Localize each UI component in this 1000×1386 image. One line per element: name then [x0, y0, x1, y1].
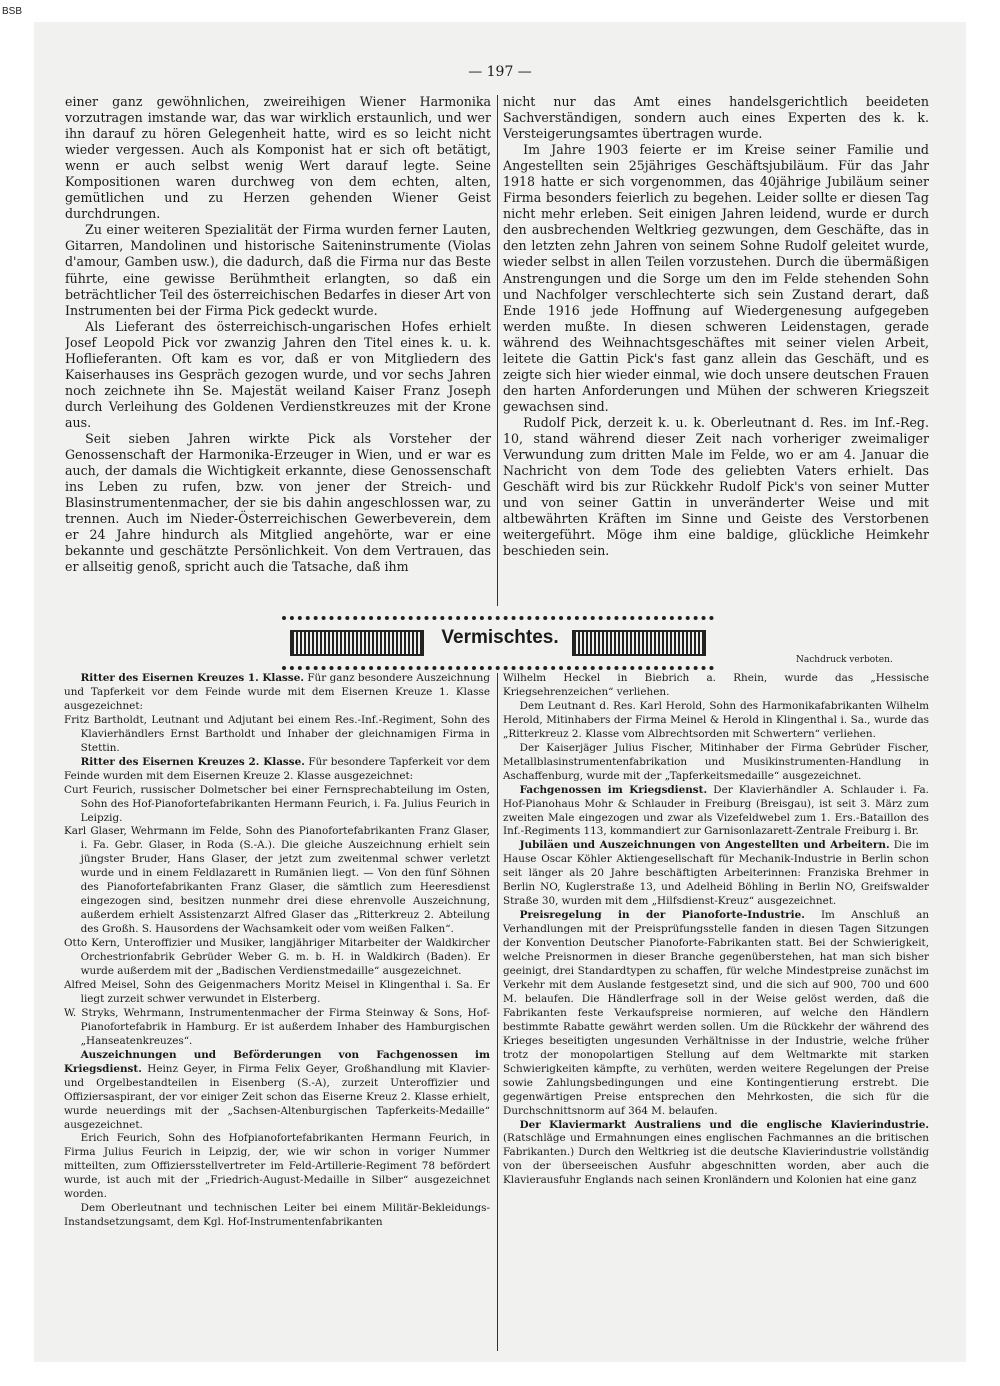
paragraph: [64, 714, 490, 756]
paragraph-heading: Preisregelung in der Pianoforte-Industrie.: [519, 909, 805, 922]
paragraph: [503, 700, 929, 742]
paragraph-text: Für ganz besondere Auszeichnung und Tapferkeit vor dem Feinde wurde mit dem Eisernen Kreuze 1. Klasse ausgezeichnet:: [64, 672, 490, 712]
paragraph-text: Als Lieferant des österreichisch-ungarischen Hofes erhielt Josef Leopold Pick vor zwanzig Jahren den Titel eines k. u. k. Hoflieferanten. Oft kam es vor, daß er von Mitgliedern des Kaiserhauses ins Gespräch gezogen wurde, und vor sechs Jahren noch zeichnete ihn Se. Majestät weiland Kaiser Franz Joseph durch Verleihung des Goldenen Verdienstkreuzes mit der Krone aus.: [65, 318, 491, 430]
paragraph-heading: Der Klaviermarkt Australiens und die englische Klavierindustrie.: [519, 1118, 929, 1131]
paragraph-text: Dem Oberleutnant und technischen Leiter bei einem Militär-Bekleidungs-Instandsetzungsamt, dem Kgl. Hof-Instrumentenfabrikanten: [64, 1202, 490, 1229]
paragraph: [64, 979, 490, 1007]
paragraph: [64, 784, 490, 826]
paragraph: [503, 94, 929, 142]
paragraph-text: W. Stryks, Wehrmann, Instrumentenmacher der Firma Steinway & Sons, Hof-Pianofortefabrik in Hamburg. Er ist außerdem Inhaber des Hamburgischen „Hanseatenkreuzes“.: [64, 1006, 490, 1047]
paragraph-text: Für besondere Tapferkeit vor dem Feinde wurden mit dem Eisernen Kreuze 2. Klasse ausgezeichnet:: [64, 755, 490, 782]
paragraph-text: Karl Glaser, Wehrmann im Felde, Sohn des Pianofortefabrikanten Franz Glaser, i. Fa. Gebr. Glaser, in Roda (S.-A.). Die gleiche Auszeichnung erhielt sein jüngster Bruder, Hans Glaser, der jetzt zum zweitenmal schwer verletzt wurde und in einem Feldlazarett in Rumänien liegt. — Von den fünf Söhnen des Pianofortefabrikanten Franz Glaser, die sämtlich zum Heeresdienst eingezogen sind, besitzen nunmehr drei diese ehrenvolle Auszeichnung, außerdem erhielt Assistenzarzt Alfred Glaser das „Ritterkreuz 2. Abteilung des Großh. S. Hausordens der Wachsamkeit oder vom weißen Falken“.: [64, 825, 490, 936]
page-number: — 197 —: [468, 64, 532, 80]
lower-right-column: [503, 672, 929, 1354]
paragraph: [503, 142, 929, 415]
paragraph-text: Curt Feurich, russischer Dolmetscher bei einer Fernsprechabteilung im Osten, Sohn des Hof-Pianofortefabrikanten Hermann Feurich, i. Fa. Julius Feurich in Leipzig.: [64, 783, 490, 824]
library-stamp: BSB: [2, 6, 23, 17]
paragraph-heading: Fachgenossen im Kriegsdienst.: [519, 783, 708, 796]
paragraph-heading: Auszeichnungen und Beförderungen von Fachgenossen im Kriegsdienst.: [64, 1048, 490, 1075]
paragraph-text: Die im Hause Oscar Köhler Aktiengesellschaft für Mechanik-Industrie in Berlin schon seit länger als 20 Jahre beschäftigten Arbeiterinnen: Franziska Brehmer in Berlin NO, Kuglerstraße 13, und Adelheid Böhling in Berlin NO, Greifswalder Straße 30, wurden mit dem „Hilfsdienst-Kreuz“ ausgezeichnet.: [503, 839, 929, 908]
paragraph: [64, 937, 490, 979]
scanned-page: [34, 22, 966, 1362]
paragraph-text: Wilhelm Heckel in Biebrich a. Rhein, wurde das „Hessische Kriegsehrenzeichen“ verliehen.: [503, 672, 929, 698]
section-banner: [282, 616, 714, 670]
banner-ornament-right: [572, 630, 706, 656]
paragraph-text: Rudolf Pick, derzeit k. u. k. Oberleutnant d. Res. im Inf.-Reg. 10, stand während dieser Zeit nach vorheriger zweimaliger Verwundung zum dritten Male im Felde, wo er am 4. Januar die Nachricht von dem Tode des geliebten Vaters erhielt. Das Geschäft wird bis zur Rückkehr Rudolf Pick's von seiner Mutter und von seiner Gattin in unveränderter Weise und mit altbewährten Kräften im Sinne und Geiste des Verstorbenen weitergeführt. Möge ihm eine baldige, glückliche Heimkehr beschieden sein.: [503, 414, 929, 559]
paragraph: [65, 319, 491, 431]
section-title: Vermischtes.: [441, 627, 559, 648]
paragraph-text: (Ratschläge und Ermahnungen eines englischen Fachmannes an die britischen Fabrikanten.) Durch den Weltkrieg ist die deutsche Klavierindustrie vollständig von der überseeischen Ausfuhr abgeschnitten worden, aber auch die Klavierausfuhr Englands nach seinen Kronländern und Kolonien hat eine ganz: [503, 1132, 929, 1187]
paragraph: [64, 1132, 490, 1202]
upper-left-column: [65, 94, 491, 626]
paragraph: [503, 839, 929, 909]
paragraph-text: Zu einer weiteren Spezialität der Firma wurden ferner Lauten, Gitarren, Mandolinen und historische Saiteninstrumente (Violas d'amour, Gamben usw.), die dadurch, daß die Firma nur das Beste führte, eine gewisse Berühmtheit erlangten, so daß ein beträchtlicher Teil des österreichischen Bedarfes in dieser Art von Instrumenten bei der Firma Pick gedeckt wurde.: [65, 222, 491, 318]
paragraph: [65, 222, 491, 318]
paragraph: [503, 784, 929, 840]
paragraph-heading: Ritter des Eisernen Kreuzes 1. Klasse.: [80, 672, 304, 684]
reprint-note: Nachdruck verboten.: [796, 655, 893, 665]
paragraph-text: Otto Kern, Unteroffizier und Musiker, langjähriger Mitarbeiter der Waldkircher Orchestrionfabrik Gebrüder Weber G. m. b. H. in Waldkirch (Baden). Er wurde außerdem mit der „Badischen Verdienstmedaille“ ausgezeichnet.: [64, 937, 490, 978]
paragraph-text: Dem Leutnant d. Res. Karl Herold, Sohn des Harmonikafabrikanten Wilhelm Herold, Mitinhabers der Firma Meinel & Herold in Klingenthal i. Sa., wurde das „Ritterkreuz 2. Klasse vom Albrechtsorden mit Schwertern“ verliehen.: [503, 699, 929, 740]
paragraph: [65, 431, 491, 575]
paragraph: [65, 94, 491, 222]
banner-ornament-left: [290, 630, 424, 656]
paragraph: [503, 1119, 929, 1189]
paragraph: [64, 825, 490, 937]
paragraph-text: Erich Feurich, Sohn des Hofpianofortefabrikanten Hermann Feurich, in Firma Julius Feurich in Leipzig, der, wie wir schon in voriger Nummer mitteilten, zum Offiziersstellvertreter im Feld-Artillerie-Regiment 78 befördert wurde, ist auch mit der „Friedrich-August-Medaille in Silber“ ausgezeichnet worden.: [64, 1132, 490, 1201]
paragraph-text: Heinz Geyer, in Firma Felix Geyer, Großhandlung mit Klavier- und Orgelbestandteilen in Eisenberg (S.-A), zurzeit Unteroffizier und Offiziersaspirant, der vor einiger Zeit schon das Eiserne Kreuz 2. Klasse erhielt, wurde neuerdings mit der „Sachsen-Altenburgischen Tapferkeits-Medaille“ ausgezeichnet.: [64, 1062, 490, 1131]
paragraph: [64, 1202, 490, 1230]
paragraph-text: Der Klavierhändler A. Schlauder i. Fa. Hof-Pianohaus Mohr & Schlauder in Freiburg (Breisgau), ist seit 3. März zum zweiten Male eingezogen und zwar als Vizefeldwebel zum 1. Ers.-Bataillon des Inf.-Regiments 113, kommandiert zur Garnisonlazarett-Zentrale Freiburg i. Br.: [503, 783, 929, 838]
paragraph-text: nicht nur das Amt eines handelsgerichtlich beeideten Sachverständigen, sondern auch eines Experten des k. k. Versteigerungsamtes übertragen wurde.: [503, 94, 929, 142]
paragraph-heading: Ritter des Eisernen Kreuzes 2. Klasse.: [80, 755, 305, 768]
paragraph-text: Im Jahre 1903 feierte er im Kreise seiner Familie und Angestellten sein 25jähriges Geschäftsjubiläum. Für das Jahr 1918 hatte er sich vorgenommen, das 40jährige Jubiläum seiner Firma besonders feierlich zu begehen. Leider sollte er diesen Tag nicht mehr erleben. Seit einigen Jahren leidend, wurde er durch den ausbrechenden Weltkrieg gezwungen, dem Geschäfte, das in den letzten zehn Jahren von seinem Sohne Rudolf geleitet wurde, wieder selbst in allen Teilen vorzustehen. Durch die übermäßigen Anstrengungen und die Sorge um den im Felde stehenden Sohn und Nachfolger verschlechterte sich sein Zustand derart, daß Ende 1916 jede Hoffnung auf Wiedergenesung aufgegeben werden mußte. In diesen schweren Leidenstagen, gerade während des Weihnachtsgeschäftes mit seiner vielen Arbeit, leitete die Gattin Pick's fast ganz allein das Geschäft, und es zeigte sich hier wieder einmal, wie doch unsere deutschen Frauen den harten Anforderungen und Mühen der schweren Kriegszeit gewachsen sind.: [503, 142, 929, 414]
paragraph: [64, 756, 490, 784]
paragraph: [503, 742, 929, 784]
paragraph: [64, 1049, 490, 1133]
paragraph-text: Alfred Meisel, Sohn des Geigenmachers Moritz Meisel in Klingenthal i. Sa. Er liegt zurzeit schwer verwundet in Elsterberg.: [64, 978, 490, 1005]
paragraph: [64, 672, 490, 714]
paragraph-heading: Jubiläen und Auszeichnungen von Angestellten und Arbeitern.: [519, 839, 890, 852]
column-rule-upper: [497, 95, 498, 606]
paragraph-text: Im Anschluß an Verhandlungen mit der Preisprüfungsstelle fanden in diesen Tagen Sitzungen der Konvention Deutscher Pianoforte-Fabrikanten statt. Bei der Schwierigkeit, welche Preisnormen in dieser Branche gegenüberstehen, hat man sich bisher geeinigt, drei Standardtypen zu schaffen, für welche Mindestpreise zunächst im Verkehr mit dem Auslande festgesetzt sind, und die sich auf 900, 700 und 600 M. belaufen. Die Händlerfrage soll in der Weise gelöst werden, daß die Fabrikanten feste Verkaufspreise normieren, auf welche den Händlern bestimmte Rabatte gewährt werden sollen. Um die Rückkehr der während des Krieges beseitigten ungesunden Verhältnisse in der Industrie, welche früher trotz der monopolartigen Stellung auf dem Weltmarkte mit starken Schwierigkeiten kämpfte, zu verhüten, werden weitere Regelungen der Preise sowie Zahlungsbedingungen und eine Kontingentierung erstrebt. Die gegenwärtigen Preise entsprechen den Mehrkosten, die sich für die Durchschnittsnorm auf 364 M. belaufen.: [503, 909, 929, 1117]
column-rule-lower: [497, 673, 498, 1351]
paragraph-text: Der Kaiserjäger Julius Fischer, Mitinhaber der Firma Gebrüder Fischer, Metallblasinstrumentenfabrikation und Musikinstrumenten-Handlung in Aschaffenburg, wurde mit der „Tapferkeitsmedaille“ ausgezeichnet.: [503, 741, 929, 782]
upper-right-column: [503, 94, 929, 626]
paragraph-text: einer ganz gewöhnlichen, zweireihigen Wiener Harmonika vorzutragen imstande war, das war wirklich erstaunlich, und wer ihn darauf zu hören Gelegenheit hatte, wird es so leicht nicht wieder vergessen. Auch als Komponist hat er sich oft betätigt, wenn er auch selbst wenig Wert darauf legte. Seine Kompositionen waren durchweg von dem echten, alten, gemütlichen und zu Herzen gehenden Wiener Geist durchdrungen.: [65, 94, 491, 222]
paragraph: [64, 1007, 490, 1049]
paragraph: [503, 909, 929, 1118]
paragraph-text: Seit sieben Jahren wirkte Pick als Vorsteher der Genossenschaft der Harmonika-Erzeuger in Wien, und er war es auch, der damals die Wichtigkeit erkannte, diese Genossenschaft ins Leben zu rufen, bzw. von jener der Streich- und Blasinstrumentenmacher, der sie bis dahin angeschlossen war, zu trennen. Auch im Nieder-Österreichischen Gewerbeverein, dem er 24 Jahre hindurch als Mitglied angehörte, war er eine bekannte und geschätzte Persönlichkeit. Von dem Vertrauen, das er allseitig genoß, spricht auch die Tatsache, daß ihm: [65, 430, 491, 575]
paragraph: [503, 672, 929, 700]
lower-left-column: [64, 672, 490, 1354]
paragraph-text: Fritz Bartholdt, Leutnant und Adjutant bei einem Res.-Inf.-Regiment, Sohn des Klavierhändlers Ernst Bartholdt und Inhaber der gleichnamigen Firma in Stettin.: [64, 713, 490, 754]
paragraph: [503, 415, 929, 559]
